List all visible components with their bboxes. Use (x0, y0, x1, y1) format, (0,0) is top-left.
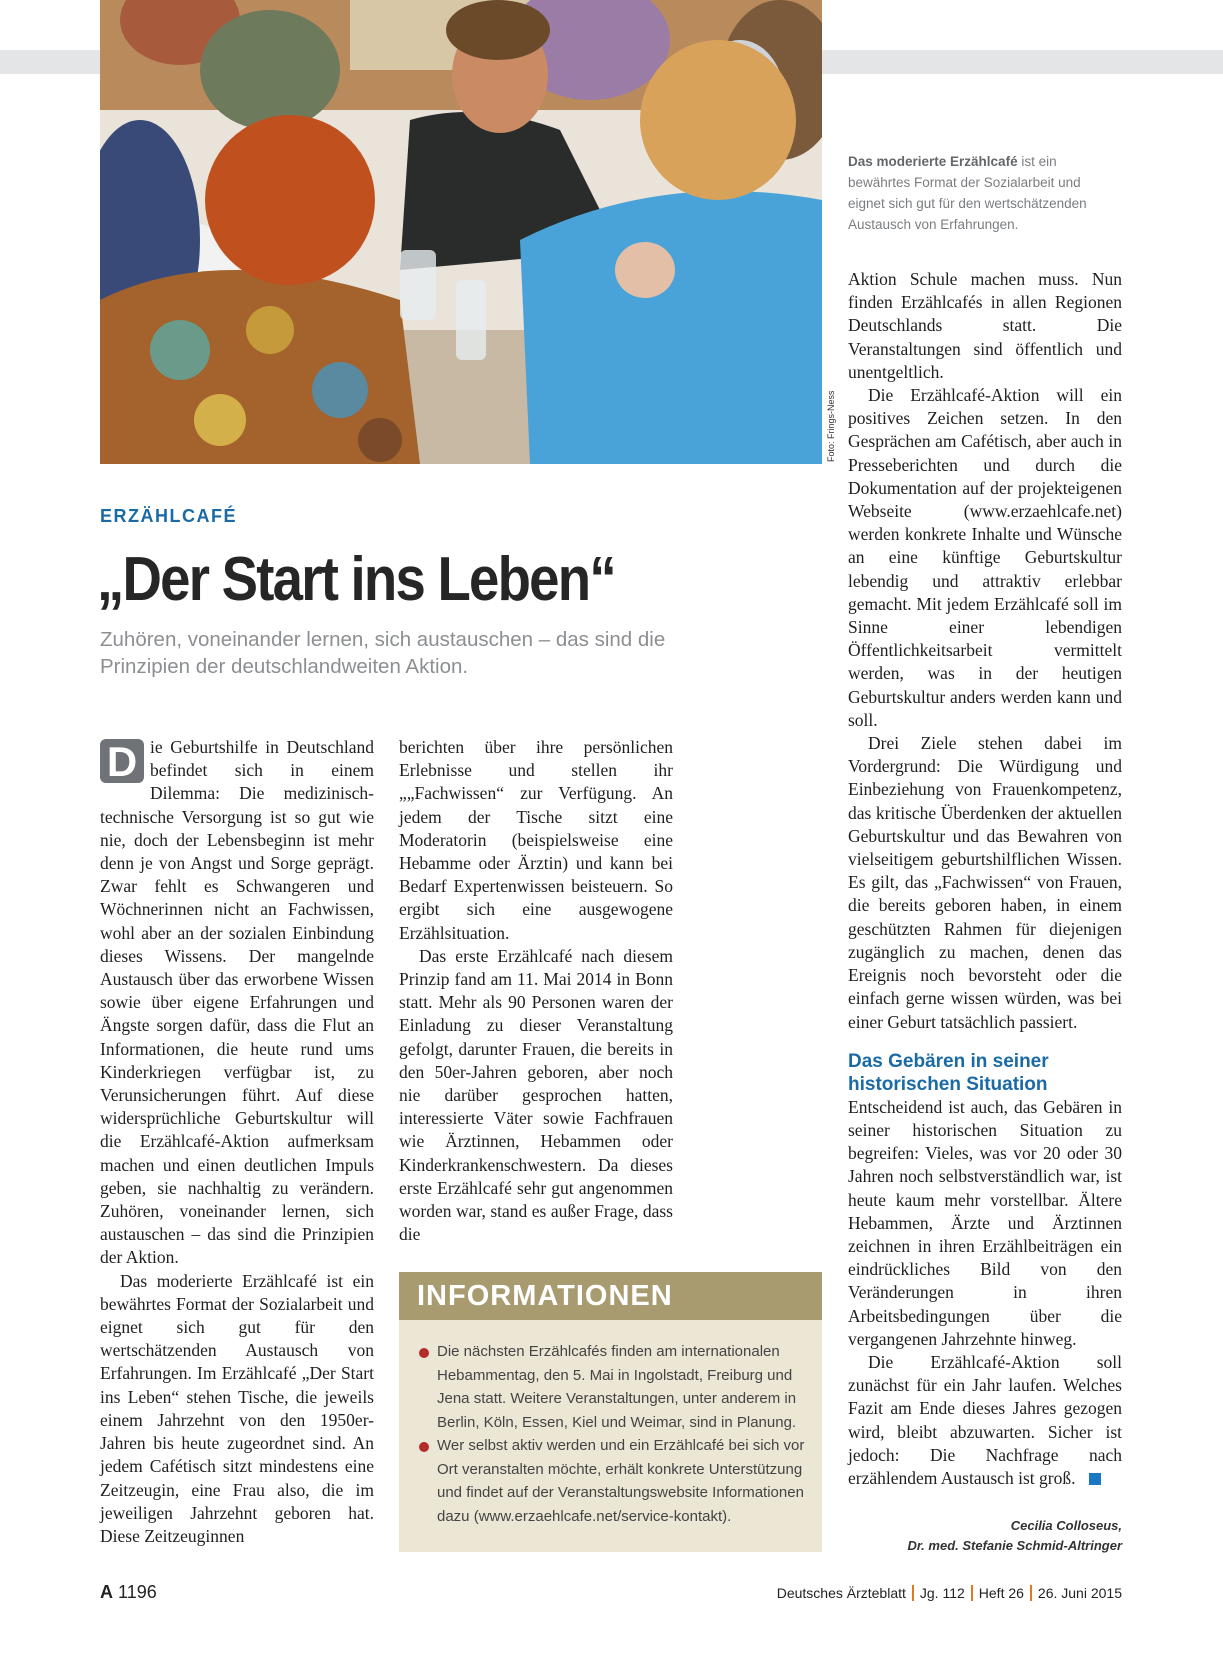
paragraph: Drei Ziele stehen dabei im Vordergrund: Die Würdigung und Einbeziehung von Frauenkompetenz, das kritische Überdenken der aktuellen Geburtskultur und das Bewahren von vielseitigem geburtshilflichen Wissen. Es gilt, das „Fachwissen“ von Frauen, die bereits geboren haben, in einem geschützten Rahmen für diejenigen zugänglich zu machen, denen das Ereignis noch bevorsteht oder die einfach gerne wissen würden, was bei einer Geburt tatsächlich passiert. (848, 733, 1122, 1032)
paragraph: Das moderierte Erzählcafé ist ein bewährtes Format der Sozialarbeit und eignet sich gut für den wertschätzenden Austausch von Erfahrungen. Im Erzählcafé „Der Start ins Leben“ stehen Tische, die jeweils einem Jahrzehnt von den 1950er-Jahren bis heute zugeordnet sind. An jedem Cafétisch sitzt mindestens eine Zeitzeugin, eine Frau also, die im jeweiligen Jahrzehnt geboren hat. Diese Zeitzeuginnen (100, 1270, 374, 1546)
footer-separator (1030, 1585, 1032, 1601)
journal-name: Deutsches Ärzteblatt (776, 1585, 906, 1601)
photo-caption (848, 151, 1098, 235)
photo-credit: Foto: Frings-Ness (826, 390, 836, 462)
top-rule-left (0, 50, 100, 74)
paragraph (848, 1351, 1122, 1490)
paragraph: Die Erzählcafé-Aktion will ein positives Zeichen setzen. In den Gesprächen am Cafétisch, aber auch in Presseberichten und durch die Dokumentation auf der projekteigenen Webseite (www.erzaehlcafe.net) werden konkrete Inhalte und Wünsche an eine künftige Geburtskultur lebendig und attraktiv erlebbar gemacht. Mit jedem Erzählcafé soll im Sinne einer lebendigen Öffentlichkeitsarbeit vermittelt werden, was in der heutigen Geburtskultur anders werden kann und soll. (848, 385, 1122, 730)
article-column-1 (100, 736, 374, 1548)
paragraph: berichten über ihre persönlichen Erlebnisse und stellen ihr „„Fachwissen“ zur Verfügung. An jedem der Tische sitzt eine Moderatorin (beispielsweise eine Hebamme oder Ärztin) und kann bei Bedarf Expertenwissen beisteuern. So ergibt sich eine ausgewogene Erzählsituation. (399, 737, 673, 943)
top-rule-right (822, 50, 1223, 74)
author-byline (907, 1516, 1122, 1556)
info-list (399, 1320, 822, 1528)
page-number-value: 1196 (118, 1582, 157, 1602)
info-box-title: INFORMATIONEN (399, 1272, 822, 1320)
footer-separator (971, 1585, 973, 1601)
journal-issue: Heft 26 (978, 1585, 1024, 1601)
info-item (419, 1434, 808, 1528)
page-prefix: A (100, 1582, 113, 1602)
info-item-text: Wer selbst aktiv werden und ein Erzählcafé bei sich vor Ort veranstalten möchte, erhält konkrete Unterstützung und findet auf der Veranstaltungswebsite Informationen dazu (www.erzaehlcafe.net/service-kontakt). (437, 1437, 805, 1525)
page-number (100, 1582, 157, 1603)
info-box (399, 1272, 822, 1552)
paragraph: Das erste Erzählcafé nach diesem Prinzip fand am 11. Mai 2014 in Bonn statt. Mehr als 90 Personen waren der Einladung zu dieser Veranstaltung gefolgt, darunter Frauen, die bereits in den 50er-Jahren geboren, aber noch nie darüber gesprochen hatten, interessierte Väter sowie Fachfrauen wie Ärztinnen, Hebammen oder Kinderkrankenschwestern. Da dieses erste Erzählcafé sehr gut angenommen worden war, stand es außer Frage, dass die (399, 945, 673, 1245)
bullet-icon (419, 1442, 429, 1452)
article-column-2 (399, 736, 673, 1246)
article-column-3 (848, 268, 1122, 1490)
bullet-icon (419, 1348, 429, 1358)
article-subline: Zuhören, voneinander lernen, sich austauschen – das sind die Prinzipien der deutschlandweiten Aktion. (100, 628, 666, 678)
paragraph-text: ie Geburtshilfe in Deutschland befindet sich in einem Dilemma: Die medizinisch-technische Versorgung ist so gut wie nie, doch der Lebensbeginn ist mehr denn je von Angst und Sorge geprägt. Zwar fehlt es Schwangeren und Wöchnerinnen nicht an Fachwissen, wohl aber an der sozialen Einbindung dieses Wissens. Der mangelnde Austausch über das erworbene Wissen sowie über eigene Erfahrungen und Ängste sorgen dafür, dass die Flut an Informationen, die heute rund ums Kinderkriegen verfügbar ist, zu Verunsicherungen führt. Auf diese widersprüchliche Geburtskultur will die Erzählcafé-Aktion aufmerksam machen und einen deutlichen Impuls geben, sie nachhaltig zu verändern. Zuhören, voneinander lernen, sich austauschen – das sind die Prinzipien der Aktion. (100, 737, 374, 1268)
journal-volume: Jg. 112 (919, 1585, 965, 1601)
article-kicker: ERZÄHLCAFÉ (100, 506, 237, 526)
author-name: Cecilia Colloseus, (1010, 1518, 1122, 1533)
caption-text: ist ein bewährtes Format der Sozialarbeit und eignet sich gut für den wertschätzenden Austausch von Erfahrungen. (848, 154, 1087, 232)
drop-cap: D (100, 739, 144, 783)
caption-lead: Das moderierte Erzählcafé (848, 154, 1018, 169)
footer-separator (912, 1585, 914, 1601)
end-mark-icon (1089, 1473, 1101, 1485)
article-headline: „Der Start ins Leben“ (97, 545, 615, 614)
paragraph: Aktion Schule machen muss. Nun finden Erzählcafés in allen Regionen Deutschlands statt. Die Veranstaltungen sind öffentlich und unentgeltlich. (848, 269, 1122, 382)
paragraph-text: Die Erzählcafé-Aktion soll zunächst für ein Jahr laufen. Welches Fazit am Ende dieses Jahres gezogen wird, bleibt abzuwarten. Sicher ist jedoch: Die Nachfrage nach erzählendem Austausch ist groß. (848, 1351, 1122, 1488)
section-subheading: Das Gebären in seiner historischen Situation (848, 1050, 1049, 1095)
journal-date: 26. Juni 2015 (1037, 1585, 1122, 1601)
author-name: Dr. med. Stefanie Schmid-Altringer (907, 1538, 1122, 1553)
footer-publication (777, 1585, 1122, 1601)
paragraph: Entscheidend ist auch, das Gebären in seiner historischen Situation zu begreifen: Vieles, was vor 20 oder 30 Jahren noch selbstverständlich war, ist heute kaum mehr vorstellbar. Ältere Hebammen, Ärzte und Ärztinnen zeichnen in ihren Erzählbeiträgen ein eindrückliches Bild von den Veränderungen in ihren Arbeitsbedingungen über die vergangenen Jahrzehnte hinweg. (848, 1096, 1122, 1349)
article-photo (100, 0, 822, 464)
info-item-text: Die nächsten Erzählcafés finden am internationalen Hebammentag, den 5. Mai in Ingolstadt, Freiburg und Jena statt. Weitere Veranstaltungen, unter anderem in Berlin, Köln, Essen, Kiel und Weimar, sind in Planung. (437, 1343, 797, 1431)
info-item (419, 1340, 808, 1434)
paragraph (100, 736, 374, 1270)
